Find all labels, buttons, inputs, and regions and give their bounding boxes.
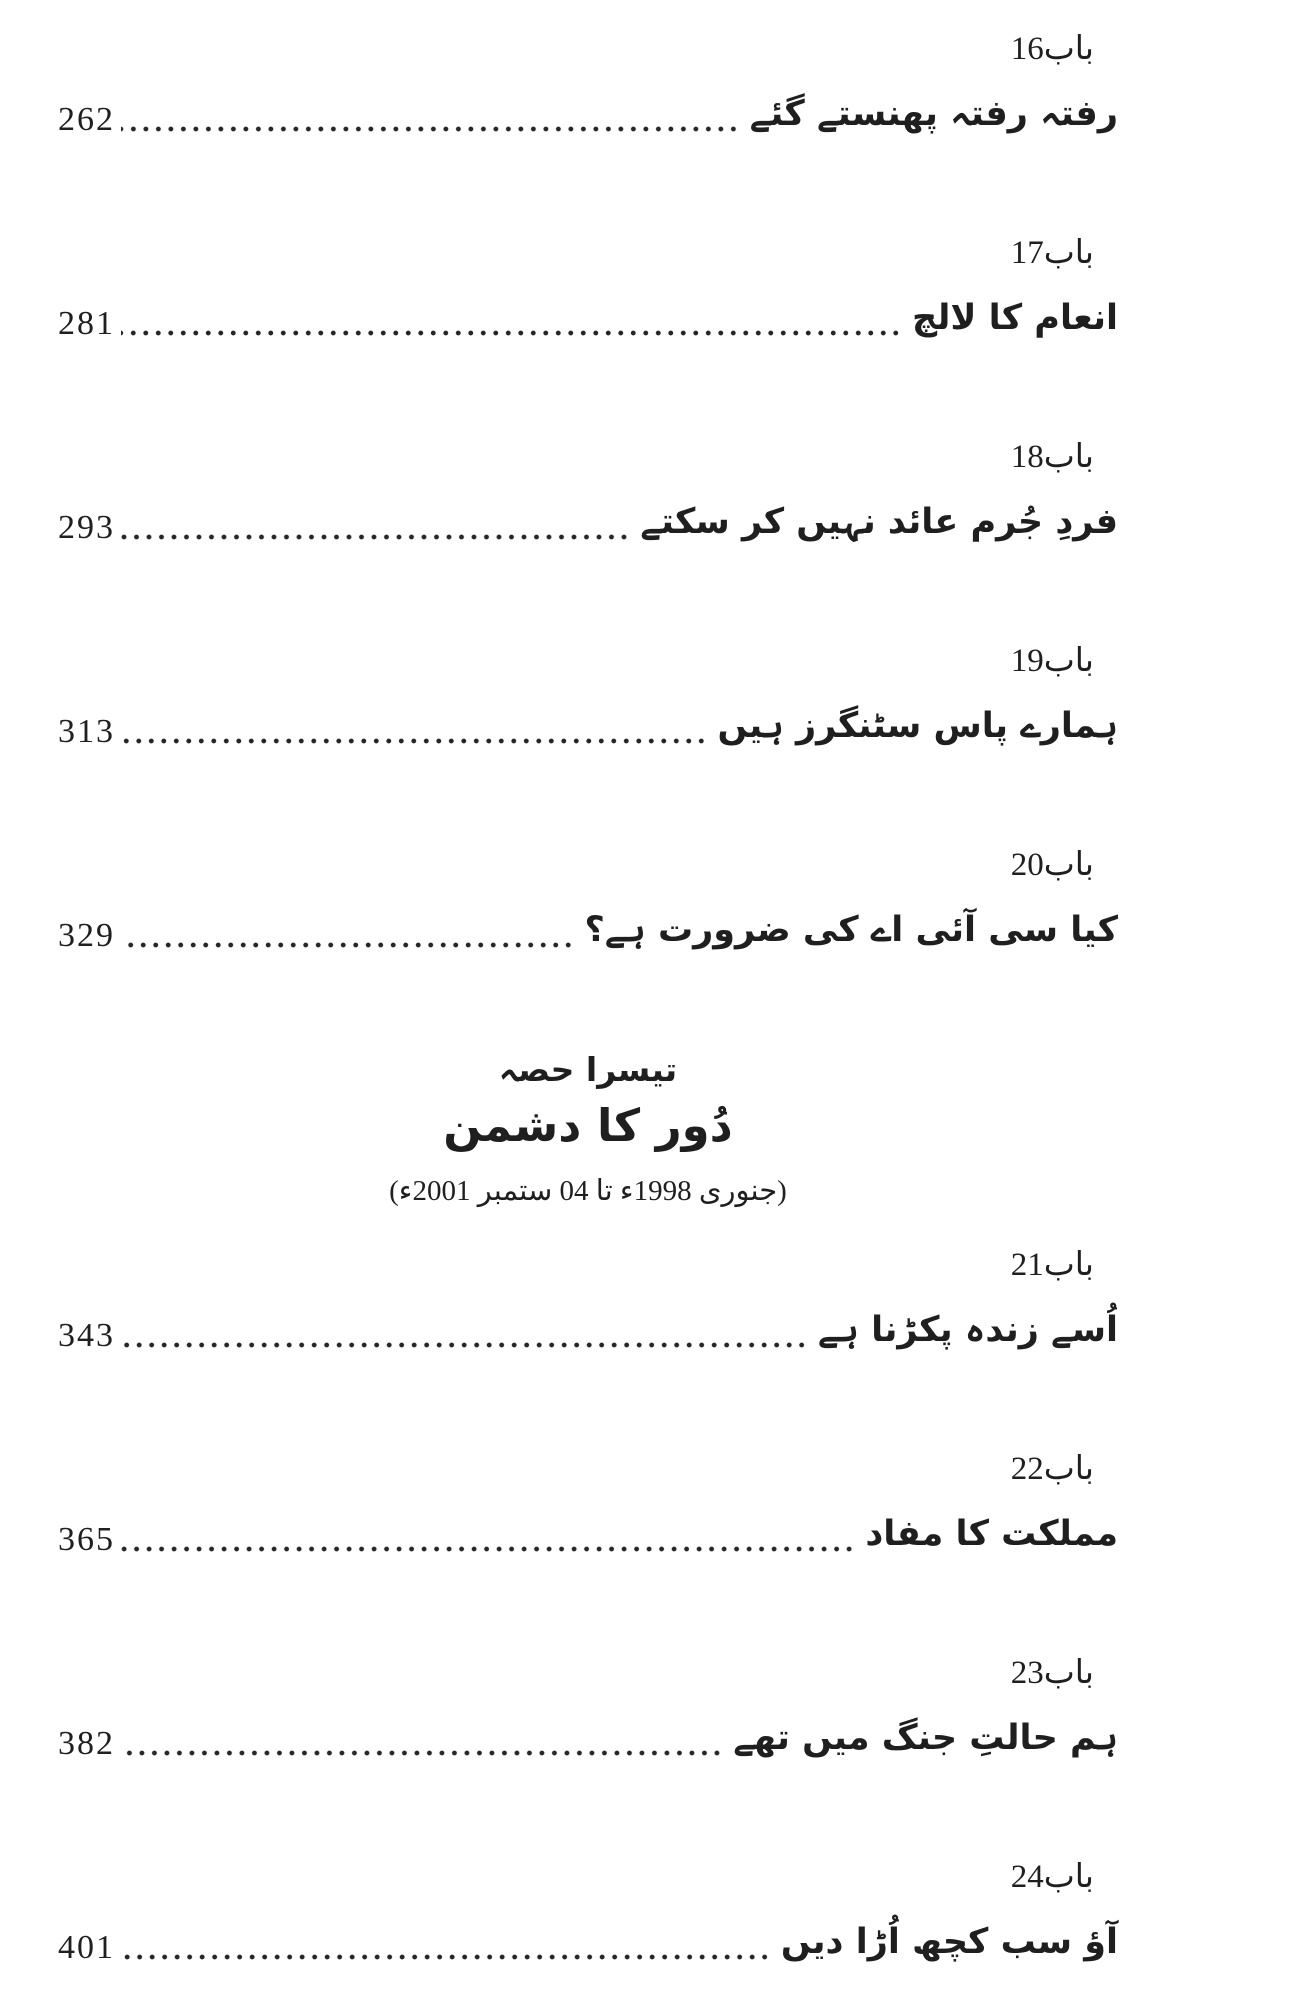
toc-entry-chapter-18 xyxy=(58,434,1118,550)
chapter-entry-line xyxy=(58,284,1118,346)
dot-leader xyxy=(121,534,630,540)
chapter-title: انعام کا لالچ xyxy=(912,298,1118,338)
chapter-entry-line xyxy=(58,896,1118,958)
toc-entry-chapter-24 xyxy=(58,1854,1118,1970)
dot-leader xyxy=(121,738,708,744)
chapter-title: مملکت کا مفاد xyxy=(865,1514,1118,1554)
chapter-entry-line xyxy=(58,1296,1118,1358)
page-number: 382 xyxy=(58,1725,115,1762)
chapter-heading: باب17 xyxy=(1010,235,1094,271)
toc-entry-chapter-17 xyxy=(58,230,1118,346)
page-number: 329 xyxy=(58,917,115,954)
part-title: دُور کا دشمن xyxy=(443,1099,733,1152)
page-number: 401 xyxy=(58,1929,115,1966)
chapter-heading: باب23 xyxy=(1010,1655,1094,1691)
chapter-heading: باب16 xyxy=(1010,31,1094,67)
chapter-heading: باب20 xyxy=(1010,847,1094,883)
chapter-title: فردِ جُرم عائد نہیں کر سکتے xyxy=(640,502,1118,542)
table-of-contents xyxy=(58,26,1118,1970)
dot-leader xyxy=(121,1954,771,1960)
dot-leader xyxy=(121,330,902,336)
chapter-entry-line xyxy=(58,1500,1118,1562)
page-number: 313 xyxy=(58,713,115,750)
page-number: 365 xyxy=(58,1521,115,1558)
chapter-heading: باب19 xyxy=(1010,643,1094,679)
toc-entry-chapter-21 xyxy=(58,1242,1118,1358)
toc-entry-chapter-19 xyxy=(58,638,1118,754)
chapter-title: ہم حالتِ جنگ میں تھے xyxy=(733,1718,1118,1758)
chapter-heading: باب21 xyxy=(1010,1247,1094,1283)
part-date-range: (جنوری 1998ء تا 04 ستمبر 2001ء) xyxy=(389,1175,787,1207)
part-divider xyxy=(58,1046,1118,1214)
toc-entry-chapter-22 xyxy=(58,1446,1118,1562)
part-label: تیسرا حصہ xyxy=(498,1050,678,1089)
page-number: 262 xyxy=(58,101,115,138)
page-number: 343 xyxy=(58,1317,115,1354)
chapter-heading: باب22 xyxy=(1010,1451,1094,1487)
chapter-title: ہمارے پاس سٹنگرز ہیں xyxy=(717,706,1118,746)
toc-entry-chapter-23 xyxy=(58,1650,1118,1766)
page-number: 281 xyxy=(58,305,115,342)
chapter-heading: باب24 xyxy=(1010,1859,1094,1895)
dot-leader xyxy=(121,1546,855,1552)
chapter-entry-line xyxy=(58,692,1118,754)
toc-entry-chapter-16 xyxy=(58,26,1118,142)
dot-leader xyxy=(121,1342,808,1348)
chapter-entry-line xyxy=(58,488,1118,550)
chapter-title: کیا سی آئی اے کی ضرورت ہے؟ xyxy=(584,910,1118,950)
chapter-entry-line xyxy=(58,1704,1118,1766)
chapter-entry-line xyxy=(58,80,1118,142)
toc-entry-chapter-20 xyxy=(58,842,1118,958)
dot-leader xyxy=(121,126,740,132)
chapter-heading: باب18 xyxy=(1010,439,1094,475)
chapter-entry-line xyxy=(58,1908,1118,1970)
page-number: 293 xyxy=(58,509,115,546)
dot-leader xyxy=(121,942,574,948)
chapter-title: آؤ سب کچھ اُڑا دیں xyxy=(780,1922,1118,1962)
chapter-title: اُسے زندہ پکڑنا ہے xyxy=(817,1310,1118,1350)
dot-leader xyxy=(121,1750,723,1756)
chapter-title: رفتہ رفتہ پھنستے گئے xyxy=(749,94,1118,134)
